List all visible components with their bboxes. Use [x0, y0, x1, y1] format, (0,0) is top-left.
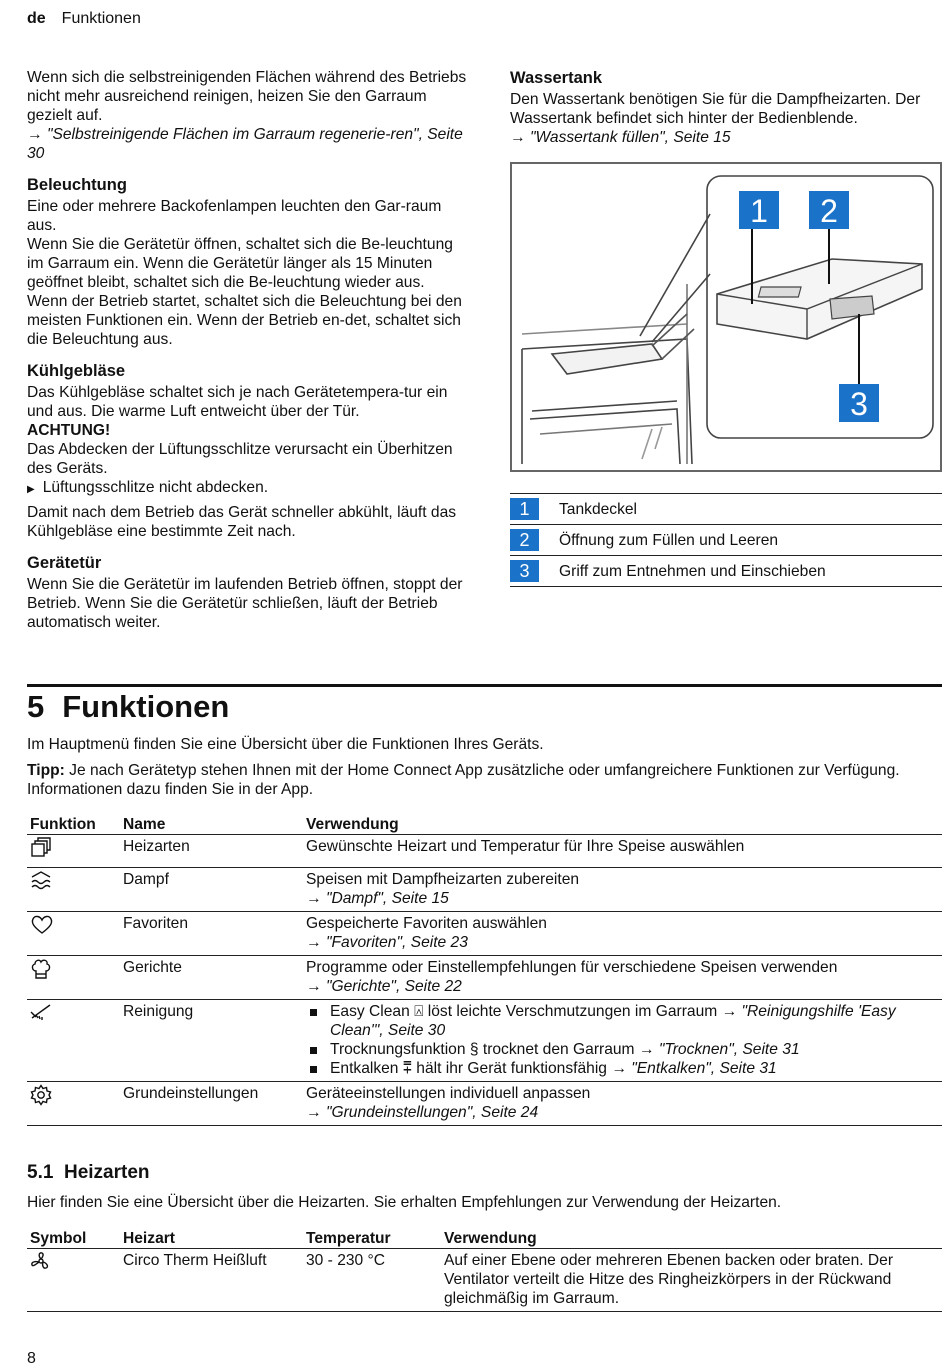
- figure-legend: [510, 493, 942, 587]
- function-use: Geräteeinstellungen individuell anpassen: [306, 1085, 591, 1102]
- heating-use: Auf einer Ebene oder mehreren Ebenen backen oder braten. Der Ventilator verteilt die Hitze des Ringheizkörpers in der Rückwand gleichmäßig im Garraum.: [441, 1249, 942, 1312]
- beleuchtung-heading: Beleuchtung: [27, 176, 127, 194]
- heating-modes-table: [27, 1226, 942, 1312]
- warning-action-text: Lüftungsschlitze nicht abdecken.: [42, 479, 269, 496]
- function-use: Programme oder Einstellempfehlungen für verschiedene Speisen verwenden: [306, 959, 838, 976]
- fan-icon: [30, 1251, 54, 1273]
- descale-icon: ⩱: [402, 1060, 412, 1077]
- col-header-name: Name: [120, 812, 303, 835]
- cleaning-item-text: trocknet den Garraum: [478, 1041, 639, 1058]
- beleuchtung-p1: Eine oder mehrere Backofenlampen leuchten den Gar-raum aus.: [27, 198, 442, 234]
- functions-table-header: [27, 812, 942, 835]
- function-ref-link[interactable]: "Entkalken", Seite 31: [631, 1060, 777, 1077]
- table-row: [27, 868, 942, 912]
- chapter-rule: [27, 684, 942, 687]
- figure-label-1: 1: [750, 193, 768, 229]
- chapter-title: [27, 688, 247, 726]
- subsection-title: Heizarten: [63, 1162, 150, 1183]
- function-ref: → "Dampf", Seite 15: [306, 890, 449, 907]
- water-tank-illustration: [512, 164, 940, 470]
- legend-text: Griff zum Entnehmen und Einschieben: [559, 562, 826, 580]
- col-header-verwendung: Verwendung: [441, 1226, 942, 1249]
- col-header-funktion: Funktion: [27, 812, 120, 835]
- header-section: Funktionen: [61, 10, 141, 27]
- functions-table: [27, 812, 942, 1126]
- intro-reference-link[interactable]: "Selbstreinigende Flächen im Garraum regenerie-ren", Seite 30: [27, 126, 463, 162]
- tip-paragraph: [27, 761, 942, 799]
- function-name: Gerichte: [120, 956, 303, 1000]
- table-row: [27, 1249, 942, 1312]
- wassertank-reference: → "Wassertank füllen", Seite 15: [510, 129, 731, 146]
- wassertank-reference-link[interactable]: "Wassertank füllen", Seite 15: [529, 129, 731, 146]
- cleaning-list: [306, 1002, 942, 1078]
- figure-label-2: 2: [820, 193, 838, 229]
- legend-row: [510, 556, 942, 587]
- intro-reference: → "Selbstreinigende Flächen im Garraum regenerie-ren", Seite 30: [27, 126, 463, 162]
- wassertank-p1: Den Wassertank benötigen Sie für die Dampfheizarten. Der Wassertank befindet sich hinter der Bedienblende.: [510, 91, 921, 127]
- list-item: Easy Clean ⍓ löst leichte Verschmutzungen im Garraum → "Reinigungshilfe 'Easy Clean'", Seite 30: [306, 1002, 942, 1040]
- page-number: 8: [27, 1350, 36, 1367]
- function-ref-link[interactable]: "Grundeinstellungen", Seite 24: [325, 1104, 539, 1121]
- legend-text: Öffnung zum Füllen und Leeren: [559, 531, 779, 549]
- heart-icon: [30, 914, 54, 936]
- warning-action: [27, 478, 467, 499]
- function-ref-link[interactable]: "Reinigungshilfe 'Easy Clean'", Seite 30: [330, 1003, 896, 1039]
- function-ref-link[interactable]: "Favoriten", Seite 23: [325, 934, 468, 951]
- right-column: [510, 68, 942, 147]
- col-header-temperatur: Temperatur: [303, 1226, 441, 1249]
- beleuchtung-p2: Wenn Sie die Gerätetür öffnen, schaltet sich die Be-leuchtung im Garraum ein. Wenn die Gerätetür länger als 15 Minuten geöffnet bleibt, schaltet sich die Be-leuchtung wieder aus.: [27, 236, 453, 291]
- chef-hat-icon: [30, 958, 54, 980]
- function-use: Speisen mit Dampfheizarten zubereiten: [306, 871, 580, 888]
- triangle-bullet-icon: ▶: [27, 484, 35, 495]
- drying-icon: §: [469, 1041, 479, 1058]
- legend-text: Tankdeckel: [559, 500, 638, 518]
- col-header-symbol: Symbol: [27, 1226, 120, 1249]
- figure-label-3: 3: [850, 386, 868, 422]
- legend-badge: 1: [510, 498, 539, 520]
- wassertank-heading: Wassertank: [510, 69, 603, 87]
- cleaning-item-name: Entkalken: [330, 1060, 403, 1077]
- heating-modes-icon: [30, 837, 54, 859]
- function-ref: → "Gerichte", Seite 22: [306, 978, 462, 995]
- function-ref-link[interactable]: "Trocknen", Seite 31: [658, 1041, 800, 1058]
- tip-label: Tipp:: [27, 762, 65, 779]
- tuer-heading: Gerätetür: [27, 554, 102, 572]
- left-column: [27, 68, 467, 632]
- language-code: de: [27, 10, 46, 27]
- cleaning-item-name: Trocknungsfunktion: [330, 1041, 470, 1058]
- subsection-heading: [27, 1161, 150, 1185]
- cleaning-item-text: hält ihr Gerät funktionsfähig: [411, 1060, 612, 1077]
- page-header: [27, 9, 141, 28]
- tuer-p1: Wenn Sie die Gerätetür im laufenden Betrieb öffnen, stoppt der Betrieb. Wenn Sie die Gerätetür schließen, läuft der Betrieb automatisch weiter.: [27, 576, 463, 631]
- kuehl-heading: Kühlgebläse: [27, 362, 126, 380]
- function-ref: → "Grundeinstellungen", Seite 24: [306, 1104, 539, 1121]
- col-header-heizart: Heizart: [120, 1226, 303, 1249]
- subsection-intro: Hier finden Sie eine Übersicht über die Heizarten. Sie erhalten Empfehlungen zur Verwendung der Heizarten.: [27, 1194, 782, 1211]
- water-tank-figure: [510, 162, 942, 472]
- function-name: Favoriten: [120, 912, 303, 956]
- chapter-title-text: Funktionen: [62, 689, 230, 724]
- list-item: Trocknungsfunktion § trocknet den Garraum → "Trocknen", Seite 31: [306, 1040, 942, 1059]
- warning-text: Das Abdecken der Lüftungsschlitze verursacht ein Überhitzen des Geräts.: [27, 441, 453, 477]
- steam-icon: [30, 870, 54, 892]
- kuehl-p1: Das Kühlgebläse schaltet sich je nach Gerätetempera-tur ein und aus. Die warme Luft entweicht über der Tür.: [27, 384, 448, 420]
- function-name: Reinigung: [120, 1000, 303, 1082]
- beleuchtung-p3: Wenn der Betrieb startet, schaltet sich die Beleuchtung bei den meisten Funktionen ein. Wenn der Betrieb en-det, schaltet sich die Beleuchtung aus.: [27, 293, 462, 348]
- function-name: Heizarten: [120, 835, 303, 868]
- table-row: [27, 956, 942, 1000]
- chapter-number: 5: [27, 689, 45, 724]
- legend-badge: 2: [510, 529, 539, 551]
- function-use: Gespeicherte Favoriten auswählen: [306, 915, 547, 932]
- table-row: [27, 835, 942, 868]
- heating-table-header: [27, 1226, 942, 1249]
- list-item: Entkalken ⩱ hält ihr Gerät funktionsfähig → "Entkalken", Seite 31: [306, 1059, 942, 1078]
- heating-name: Circo Therm Heißluft: [120, 1249, 303, 1312]
- tip-text: Je nach Gerätetyp stehen Ihnen mit der Home Connect App zusätzliche oder umfangreichere Funktionen zur Verfügung. Informationen dazu finden Sie in der App.: [27, 762, 900, 798]
- chapter-intro-block: [27, 735, 942, 799]
- function-ref-link[interactable]: "Gerichte", Seite 22: [325, 978, 462, 995]
- subsection-number: 5.1: [27, 1162, 54, 1183]
- function-ref-link[interactable]: "Dampf", Seite 15: [325, 890, 449, 907]
- function-use: Gewünschte Heizart und Temperatur für Ihre Speise auswählen: [303, 835, 942, 868]
- table-row: [27, 912, 942, 956]
- heating-temp: 30 - 230 °C: [303, 1249, 441, 1312]
- function-ref: → "Favoriten", Seite 23: [306, 934, 468, 951]
- cleaning-item-text: löst leichte Verschmutzungen im Garraum: [423, 1003, 722, 1020]
- legend-row: [510, 494, 942, 525]
- cleaning-item-name: Easy Clean: [330, 1003, 415, 1020]
- intro-paragraph: Wenn sich die selbstreinigenden Flächen während des Betriebs nicht mehr ausreichend reinigen, heizen Sie den Garraum gezielt auf.: [27, 69, 467, 124]
- table-row: [27, 1082, 942, 1126]
- cleaning-icon: [30, 1002, 54, 1024]
- kuehl-p2: Damit nach dem Betrieb das Gerät schneller abkühlt, läuft das Kühlgebläse eine bestimmte Zeit nach.: [27, 504, 457, 540]
- legend-row: [510, 525, 942, 556]
- function-name: Dampf: [120, 868, 303, 912]
- legend-badge: 3: [510, 560, 539, 582]
- col-header-verwendung: Verwendung: [303, 812, 942, 835]
- chapter-intro: Im Hauptmenü finden Sie eine Übersicht über die Funktionen Ihres Geräts.: [27, 736, 544, 753]
- table-row: [27, 1000, 942, 1082]
- function-name: Grundeinstellungen: [120, 1082, 303, 1126]
- warning-title: ACHTUNG!: [27, 422, 111, 439]
- easy-clean-icon: ⍓: [414, 1003, 424, 1020]
- settings-gear-icon: [30, 1084, 54, 1106]
